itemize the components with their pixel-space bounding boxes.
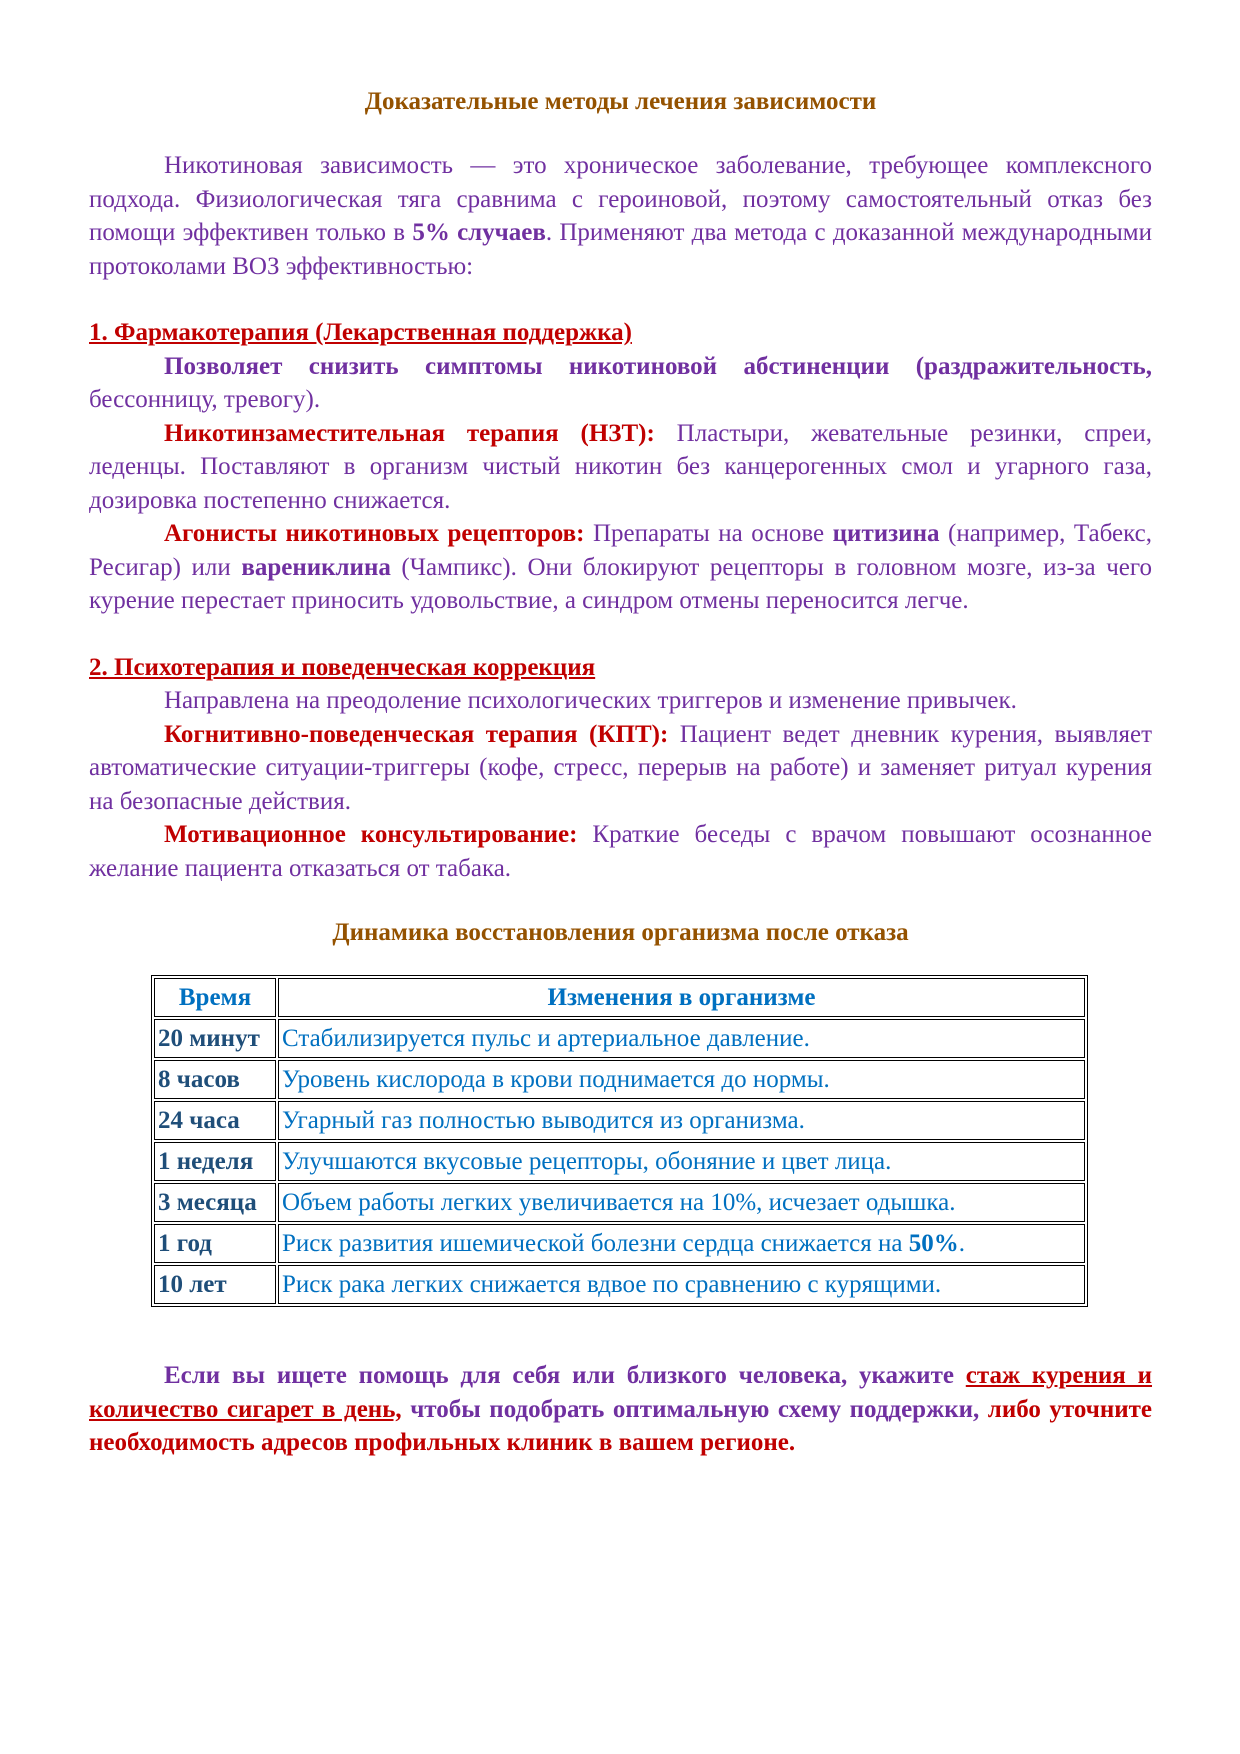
section1-p3-text3: (Чампикс). Они блокируют рецепторы в головном мозге, из-за чего курение перестает приносить удовольствие, а синдром отмены переносится легче. [89,553,1152,614]
section1-p3-text2: (например, Табекс, Ресигар) или [89,520,1152,581]
document-title: Доказательные методы лечения зависимости [364,88,877,115]
table-cell-change: Риск рака легких снижается вдвое по сравнению с курящими. [278,1265,1085,1304]
recovery-table [151,975,1088,1307]
section2-p2-text: Пациент ведет дневник курения, выявляет автоматические ситуации-триггеры (кофе, стресс, перерыв на работе) и заменяет ритуал курения на безопасные действия. [89,720,1153,815]
section2-p3-text: Краткие беседы с врачом повышают осознанное желание пациента отказаться от табака. [89,821,1152,882]
table-cell-change: Объем работы легких увеличивается на 10%, исчезает одышка. [278,1183,1085,1222]
closing-part1: Если вы ищете помощь для себя или близкого человека, укажите [164,1362,966,1389]
section2-heading: 2. Психотерапия и поведенческая коррекция [89,653,596,681]
table-cell-change-text: Риск развития ишемической болезни сердца снижается на [282,1230,909,1257]
table-row [154,1183,1085,1222]
intro-text: Никотиновая зависимость — это хроническое заболевание, требующее комплексного подхода. Физиологическая тяга сравнима с героиновой, поэтому самостоятельный отказ без помощи эффективен только в [89,152,1152,246]
section1-p2-text: Пластыри, жевательные резинки, спреи, леденцы. Поставляют в организм чистый никотин без канцерогенных смол и угарного газа, дозировка постепенно снижается. [89,419,1152,514]
table-cell-time: 3 месяца [154,1183,276,1222]
section1-p3-bold2: цитизина [832,520,940,547]
section2-p2-bold: Когнитивно-поведенческая терапия (КПТ): [164,720,669,748]
document-page [89,88,1152,1460]
section1-paragraph-1 [89,350,1152,417]
section2-paragraph-1: Направлена на преодоление психологических триггеров и изменение привычек. [164,687,1017,714]
intro-text-after: . Применяют два метода с доказанной международными протоколами ВОЗ эффективностью: [89,219,1153,280]
table-cell-time: 8 часов [154,1060,276,1099]
table-cell-change: Стабилизируется пульс и артериальное давление. [278,1019,1085,1058]
closing-part3: либо уточните необходимость адресов профильных клиник в вашем регионе. [89,1395,1152,1456]
table-row [154,1265,1085,1304]
table-cell-change [278,1224,1085,1263]
section2-paragraph-3 [89,818,1152,885]
table-cell-time: 24 часа [154,1101,276,1140]
closing-part2: чтобы подобрать оптимальную схему поддержки, [401,1395,980,1423]
section1-p1-bold: Позволяет снизить симптомы никотиновой абстиненции (раздражительность, [164,352,1152,380]
table-cell-change-after: . [958,1230,965,1257]
section2-p3-bold: Мотивационное консультирование: [164,821,578,848]
table-row [154,1101,1085,1140]
table-header-time: Время [154,978,276,1017]
table-cell-time: 10 лет [154,1265,276,1304]
table-cell-change-bold: 50% [908,1230,959,1257]
section1-paragraph-3 [89,517,1152,618]
table-cell-time: 1 год [154,1224,276,1263]
section1-heading: 1. Фармакотерапия (Лекарственная поддержка) [89,319,632,346]
section2-paragraph-2 [89,718,1152,819]
table-cell-time: 1 неделя [154,1142,276,1181]
table-cell-change: Уровень кислорода в крови поднимается до нормы. [278,1060,1085,1099]
table-cell-change: Угарный газ полностью выводится из организма. [278,1101,1085,1140]
section1-p1-text: бессонницу, тревогу). [89,386,321,413]
section1-p2-bold: Никотинзаместительная терапия (НЗТ): [164,419,655,447]
section1-p3-text1: Препараты на основе [584,520,833,547]
table-header-row [154,978,1085,1017]
table-row [154,1224,1085,1263]
table-row [154,1142,1085,1181]
closing-underlined: стаж курения и количество сигарет в день, [89,1362,1153,1423]
intro-highlight: 5% случаев [412,219,546,246]
closing-paragraph [89,1359,1152,1460]
table-cell-change: Улучшаются вкусовые рецепторы, обоняние и цвет лица. [278,1142,1085,1181]
table-row [154,1060,1085,1099]
table-cell-time: 20 минут [154,1019,276,1058]
section1-p3-bold: Агонисты никотиновых рецепторов: [164,520,585,547]
table-row [154,1019,1085,1058]
table-title: Динамика восстановления организма после отказа [332,919,909,946]
section1-p3-bold3: варениклина [241,553,391,581]
section1-paragraph-2 [89,417,1152,518]
intro-paragraph [89,149,1152,283]
table-header-change: Изменения в организме [278,978,1085,1017]
